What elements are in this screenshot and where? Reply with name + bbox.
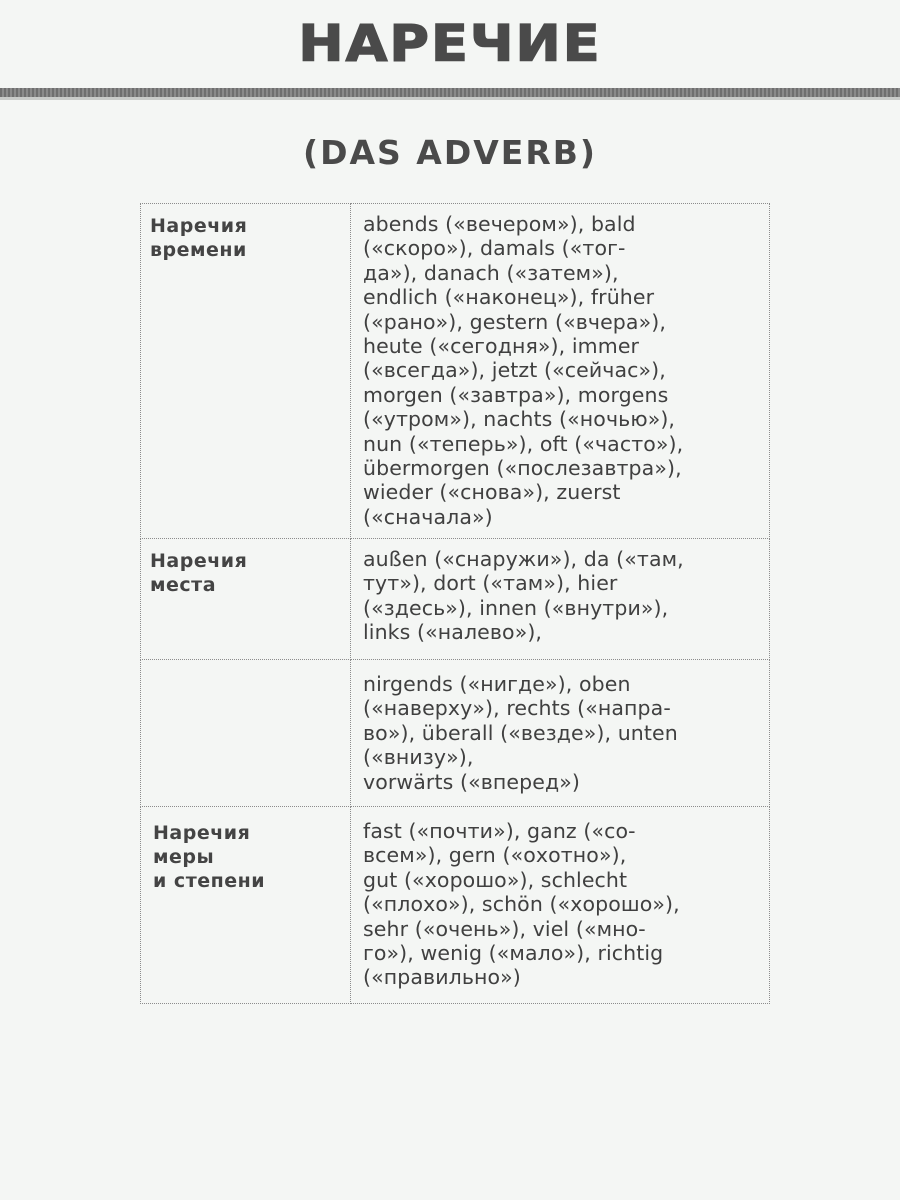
page-subtitle: (DAS ADVERB)	[303, 133, 597, 172]
examples-cell: abends («вечером»), bald («скоро»), damals («тог- да»), danach («затем»), endlich («наконец»), früher («рано»), gestern («вчера»), heute («сегодня»), immer («всегда»), jetzt («сейчас»), morgen («завтра»), morgens («утром»), nachts («ночью»), nun («теперь»), oft («часто»), übermorgen («послезавтра»), wieder («снова»), zuerst («сначала»)	[351, 204, 770, 539]
adverb-table	[140, 203, 770, 1004]
page-title: НАРЕЧИЕ	[298, 14, 602, 73]
table-row	[141, 204, 770, 539]
category-cell	[141, 660, 351, 807]
category-cell: Наречия места	[141, 539, 351, 660]
table-row	[141, 807, 770, 1004]
table-row	[141, 539, 770, 660]
table-row	[141, 660, 770, 807]
category-cell: Наречия меры и степени	[141, 807, 351, 1004]
examples-cell: außen («снаружи»), da («там, тут»), dort («там»), hier («здесь»), innen («внутри»), links («налево»),	[351, 539, 770, 660]
examples-cell: fast («почти»), ganz («со- всем»), gern («охотно»), gut («хорошо»), schlecht («плохо»), schön («хорошо»), sehr («очень»), viel («мно- го»), wenig («мало»), richtig («правильно»)	[351, 807, 770, 1004]
category-cell: Наречия времени	[141, 204, 351, 539]
examples-cell: nirgends («нигде»), oben («наверху»), rechts («напра- во»), überall («везде»), unten («внизу»), vorwärts («вперед»)	[351, 660, 770, 807]
header-divider	[0, 88, 900, 97]
header-divider-shadow	[0, 97, 900, 100]
